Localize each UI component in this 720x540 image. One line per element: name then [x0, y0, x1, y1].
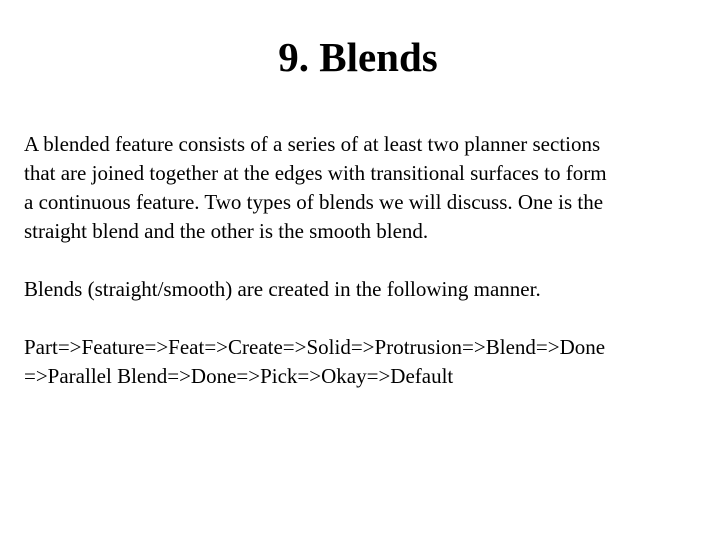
slide-body: [24, 130, 704, 391]
paragraph-gap: [24, 246, 704, 275]
slide-title: 9. Blends: [278, 34, 438, 80]
paragraph-gap: [24, 304, 704, 333]
paragraph-manner: Blends (straight/smooth) are created in the following manner.: [24, 277, 541, 301]
paragraph-definition: A blended feature consists of a series of at least two planner sections that are joined together at the edges with transitional surfaces to form a continuous feature. Two types of blends we will discuss. One is the straight blend and the other is the smooth blend.: [24, 132, 607, 243]
paragraph-command-path: Part=>Feature=>Feat=>Create=>Solid=>Protrusion=>Blend=>Done =>Parallel Blend=>Done=>Pick=>Okay=>Default: [24, 335, 606, 388]
